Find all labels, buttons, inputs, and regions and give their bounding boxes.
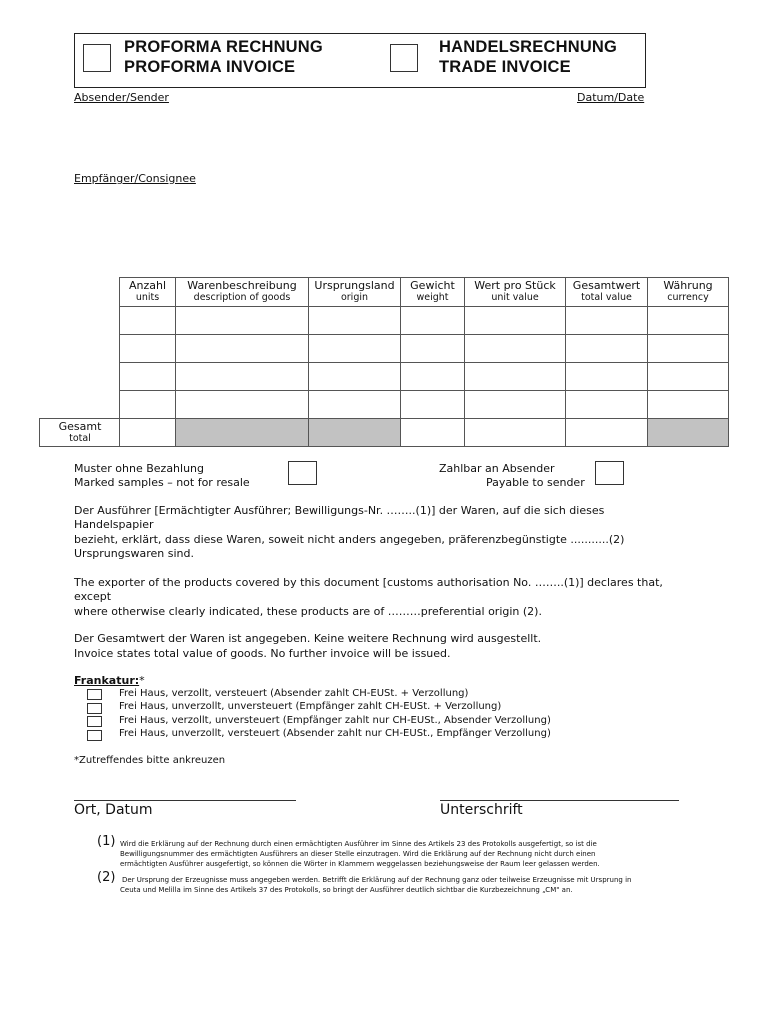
- payable-label-en: Payable to sender: [486, 476, 585, 489]
- footnote-2-number: (2): [97, 870, 116, 885]
- frankatur-option-1: Frei Haus, verzollt, versteuert (Absender zahlt CH-EUSt. + Verzollung): [119, 688, 469, 699]
- frankatur-option-3: Frei Haus, verzollt, unversteuert (Empfänger zahlt nur CH-EUSt., Absender Verzollung): [119, 715, 551, 726]
- column-header-unit-value: Wert pro Stück unit value: [465, 278, 566, 307]
- signature-label: Unterschrift: [440, 802, 523, 818]
- signature-line: [440, 800, 679, 801]
- trade-title-de: HANDELSRECHNUNG: [439, 38, 618, 56]
- table-cell[interactable]: [120, 307, 176, 335]
- table-cell[interactable]: [465, 335, 566, 363]
- trade-invoice-checkbox[interactable]: [390, 44, 418, 72]
- table-cell[interactable]: [648, 307, 729, 335]
- table-cell[interactable]: [309, 363, 401, 391]
- frankatur-heading: [74, 673, 145, 688]
- column-header-currency: Währung currency: [648, 278, 729, 307]
- table-cell[interactable]: [648, 363, 729, 391]
- declaration-de-line-1: Der Ausführer [Ermächtigter Ausführer; Bewilligungs-Nr. ……..(1)] der Waren, auf die sich dieses: [74, 504, 605, 517]
- table-cell[interactable]: [566, 391, 648, 419]
- total-label-cell: [39, 418, 120, 447]
- table-cell[interactable]: [176, 335, 309, 363]
- column-header-origin: Ursprungsland origin: [309, 278, 401, 307]
- table-cell[interactable]: [120, 335, 176, 363]
- total-unit-value-cell[interactable]: [465, 419, 566, 447]
- payable-label-de: Zahlbar an Absender: [439, 462, 555, 475]
- declaration-de-line-2: Handelspapier: [74, 518, 154, 531]
- total-label-en: total: [69, 433, 91, 444]
- total-value-cell[interactable]: [566, 419, 648, 447]
- footnote-1-line-1: Wird die Erklärung auf der Rechnung durch einen ermächtigten Ausführer im Sinne des Artikels 23 des Protokolls ausgefertigt, so ist die: [120, 840, 597, 848]
- total-weight-cell[interactable]: [401, 419, 465, 447]
- table-cell[interactable]: [401, 307, 465, 335]
- payable-checkbox[interactable]: [595, 461, 624, 485]
- frankatur-label: Frankatur:: [74, 674, 140, 687]
- table-total-row: [120, 419, 729, 447]
- frankatur-checkbox-2[interactable]: [87, 703, 102, 714]
- table-cell[interactable]: [401, 391, 465, 419]
- declaration-en-line-3: where otherwise clearly indicated, these products are of ………preferential origin (2).: [74, 605, 542, 618]
- footnote-1-line-2: Bewilligungsnummer des ermächtigten Ausführers an dieser Stelle einzutragen. Wird die Erklärung auf der Rechnung nicht durch einen: [120, 850, 596, 858]
- table-cell[interactable]: [648, 335, 729, 363]
- footnote-2-line-2: Ceuta und Melilla im Sinne des Artikels 37 des Protokolls, so bringt der Ausführer deutlich sichtbar die Kurzbezeichnung „CM" an.: [120, 886, 573, 894]
- date-label: Datum/Date: [577, 91, 645, 104]
- frankatur-note: *Zutreffendes bitte ankreuzen: [74, 755, 226, 766]
- proforma-checkbox[interactable]: [83, 44, 111, 72]
- table-cell[interactable]: [401, 363, 465, 391]
- footnote-2-line-1: Der Ursprung der Erzeugnisse muss angegeben werden. Betrifft die Erklärung auf der Rechnung ganz oder teilweise Erzeugnisse mit Ursprung in: [122, 876, 632, 884]
- invoice-note-de: Der Gesamtwert der Waren ist angegeben. Keine weitere Rechnung wird ausgestellt.: [74, 632, 542, 645]
- table-cell[interactable]: [176, 363, 309, 391]
- proforma-title-de: PROFORMA RECHNUNG: [124, 38, 323, 56]
- invoice-type-box: [74, 33, 646, 88]
- table-cell[interactable]: [566, 363, 648, 391]
- table-row: [120, 335, 729, 363]
- table-cell[interactable]: [465, 391, 566, 419]
- table-cell[interactable]: [309, 335, 401, 363]
- table-cell[interactable]: [309, 391, 401, 419]
- goods-table: [119, 277, 729, 447]
- place-date-line: [74, 800, 296, 801]
- declaration-en-line-1: The exporter of the products covered by this document [customs authorisation No. ……..(1)] declares that,: [74, 576, 663, 589]
- declaration-de-line-4: Ursprungswaren sind.: [74, 547, 194, 560]
- table-cell[interactable]: [566, 307, 648, 335]
- table-cell[interactable]: [401, 335, 465, 363]
- table-cell[interactable]: [120, 363, 176, 391]
- total-shaded-cell: [648, 419, 729, 447]
- column-header-units: Anzahl units: [120, 278, 176, 307]
- sender-label: Absender/Sender: [74, 91, 169, 104]
- table-row: [120, 307, 729, 335]
- proforma-title-en: PROFORMA INVOICE: [124, 58, 296, 76]
- trade-title-en: TRADE INVOICE: [439, 58, 571, 76]
- invoice-note-en: Invoice states total value of goods. No further invoice will be issued.: [74, 647, 451, 660]
- total-shaded-cell: [309, 419, 401, 447]
- table-cell[interactable]: [176, 307, 309, 335]
- table-cell[interactable]: [648, 391, 729, 419]
- table-row: [120, 363, 729, 391]
- frankatur-asterisk: *: [139, 674, 145, 687]
- samples-checkbox[interactable]: [288, 461, 317, 485]
- frankatur-option-2: Frei Haus, unverzollt, unversteuert (Empfänger zahlt CH-EUSt. + Verzollung): [119, 701, 502, 712]
- place-date-label: Ort, Datum: [74, 802, 153, 818]
- frankatur-option-4: Frei Haus, unverzollt, versteuert (Absender zahlt nur CH-EUSt., Empfänger Verzollung): [119, 728, 551, 739]
- table-cell[interactable]: [309, 307, 401, 335]
- frankatur-checkbox-4[interactable]: [87, 730, 102, 741]
- frankatur-checkbox-3[interactable]: [87, 716, 102, 727]
- table-cell[interactable]: [465, 363, 566, 391]
- total-shaded-cell: [176, 419, 309, 447]
- declaration-en-line-2: except: [74, 590, 112, 603]
- table-header-row: [120, 278, 729, 307]
- samples-label-en: Marked samples – not for resale: [74, 476, 250, 489]
- samples-label-de: Muster ohne Bezahlung: [74, 462, 205, 475]
- table-cell[interactable]: [120, 391, 176, 419]
- footnote-1-number: (1): [97, 834, 116, 849]
- footnote-1-line-3: ermächtigten Ausführer ausgefertigt, so können die Wörter in Klammern weggelassen beziehungsweise der Raum leer gelassen werden.: [120, 860, 600, 868]
- consignee-label: Empfänger/Consignee: [74, 172, 196, 185]
- column-header-weight: Gewicht weight: [401, 278, 465, 307]
- column-header-total-value: Gesamtwert total value: [566, 278, 648, 307]
- table-cell[interactable]: [566, 335, 648, 363]
- frankatur-checkbox-1[interactable]: [87, 689, 102, 700]
- table-cell[interactable]: [465, 307, 566, 335]
- table-cell[interactable]: [176, 391, 309, 419]
- declaration-de-line-3: bezieht, erklärt, dass diese Waren, soweit nicht anders angegeben, präferenzbegünstigte ...........(2): [74, 533, 625, 546]
- column-header-description: Warenbeschreibung description of goods: [176, 278, 309, 307]
- total-units-cell[interactable]: [120, 419, 176, 447]
- total-label-de: Gesamt: [58, 420, 102, 433]
- table-row: [120, 391, 729, 419]
